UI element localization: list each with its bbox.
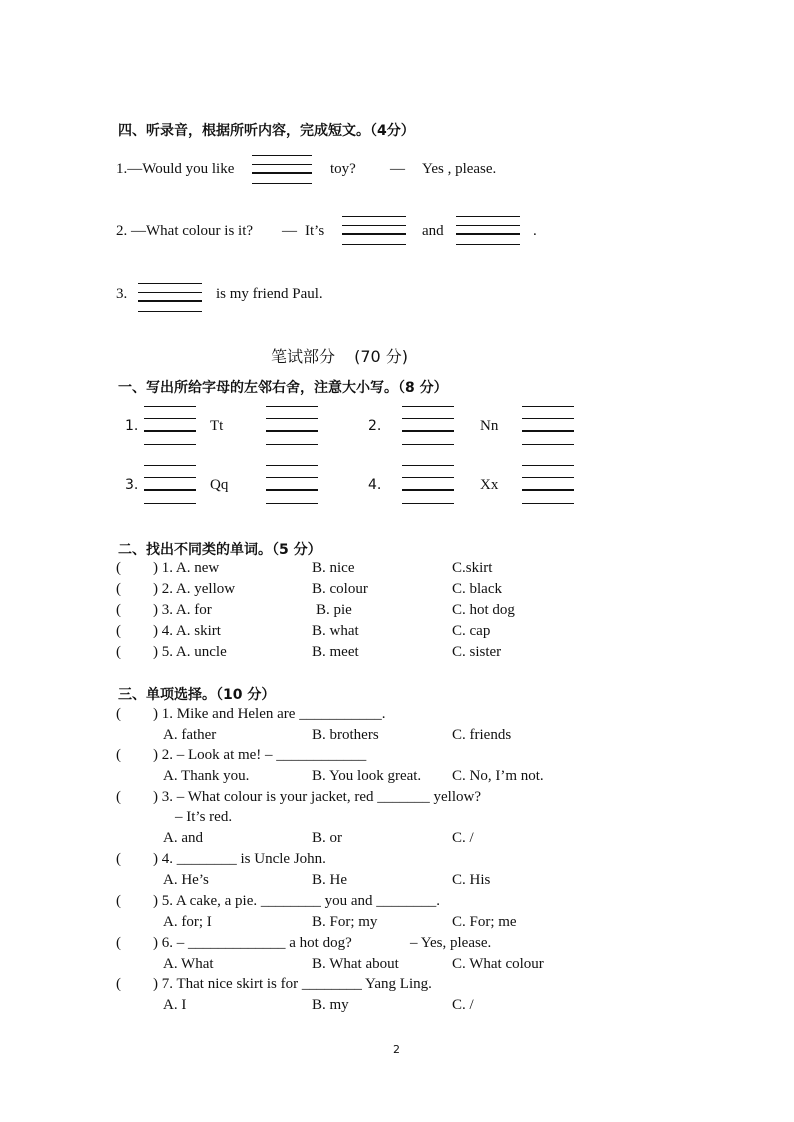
listening-q3-num: 3. [116,286,128,302]
section3-q6-c: C. What colour [452,956,544,972]
listening-q3-blank[interactable] [138,283,202,315]
letter-item-4-letter: Xx [480,477,499,493]
answer-bracket[interactable]: ( [116,976,121,992]
section3-heading: 三、单项选择。（10 分） [118,687,276,703]
listening-q1-after: toy? [330,161,356,177]
section3-q3-a: A. and [163,830,203,846]
section3-q6-reply: – Yes, please. [410,935,492,951]
section2-row-5-a: ) 5. A. uncle [153,644,227,660]
section2-heading: 二、找出不同类的单词。（5 分） [118,542,322,558]
section3-q1-stem: ) 1. Mike and Helen are ___________. [153,706,386,722]
section2-row-2-a: ) 2. A. yellow [153,581,236,597]
letter-item-2-num: 2. [368,418,382,434]
section3-q1-b: B. brothers [312,727,379,743]
section3-q1-a: A. father [163,727,217,743]
page-number: 2 [393,1043,400,1056]
section3-q7-a: A. I [163,997,187,1013]
listening-q1-text: 1.—Would you like [116,161,235,177]
section2-row-1-c: C.skirt [452,560,493,576]
section2-row-3-a: ) 3. A. for [153,602,212,618]
section3-q6-b: B. What about [312,956,399,972]
answer-bracket[interactable]: ( [116,602,121,618]
written-score: (70 分) [354,347,409,366]
answer-bracket[interactable]: ( [116,644,121,660]
answer-bracket[interactable]: ( [116,581,121,597]
section3-q7-c: C. / [452,997,474,1013]
section3-q5-stem: ) 5. A cake, a pie. ________ you and ________. [153,893,441,909]
letter-item-4-num: 4. [368,477,382,493]
letter-item-3-num: 3. [125,477,139,493]
listening-q2-end: . [533,223,537,239]
answer-bracket[interactable]: ( [116,623,121,639]
listening-q1-blank[interactable] [252,155,312,187]
letter-item-2-right-blank[interactable] [522,406,574,446]
section3-q7-b: B. my [312,997,349,1013]
letter-item-1-right-blank[interactable] [266,406,318,446]
answer-bracket[interactable]: ( [116,789,121,805]
section2-row-4-a: ) 4. A. skirt [153,623,221,639]
section2-row-4-b: B. what [312,623,359,639]
written-title: 笔试部分 [271,347,336,366]
section2-row-1-a: ) 1. A. new [153,560,220,576]
answer-bracket[interactable]: ( [116,706,121,722]
listening-q3-after: is my friend Paul. [216,286,323,302]
letter-item-4-right-blank[interactable] [522,465,574,505]
section3-q5-c: C. For; me [452,914,517,930]
section2-row-5-b: B. meet [312,644,359,660]
section2-row-5-c: C. sister [452,644,502,660]
section1-heading: 一、写出所给字母的左邻右舍，注意大小写。（8 分） [118,380,448,396]
section3-q4-a: A. He’s [163,872,209,888]
listening-q2-blank-1[interactable] [342,216,406,248]
listening-heading: 四、听录音，根据所听内容，完成短文。（4分） [118,123,415,139]
answer-bracket[interactable]: ( [116,935,121,951]
section2-row-4-c: C. cap [452,623,491,639]
section2-row-3-c: C. hot dog [452,602,515,618]
section3-q6-stem: ) 6. – _____________ a hot dog? [153,935,352,951]
section2-row-2-c: C. black [452,581,502,597]
letter-item-1-letter: Tt [210,418,224,434]
section3-q3-c: C. / [452,830,474,846]
section3-q4-b: B. He [312,872,347,888]
section3-q7-stem: ) 7. That nice skirt is for ________ Yang Ling. [153,976,432,992]
listening-q1-reply: Yes , please. [422,161,497,177]
written-part-title [271,344,408,367]
listening-q2-text: 2. —What colour is it? [116,223,254,239]
answer-bracket[interactable]: ( [116,560,121,576]
letter-item-1-left-blank[interactable] [144,406,196,446]
answer-bracket[interactable]: ( [116,893,121,909]
listening-q2-its: It’s [305,223,325,239]
section3-q3-b: B. or [312,830,342,846]
section3-q5-a: A. for; I [163,914,212,930]
section2-row-1-b: B. nice [312,560,355,576]
section3-q4-c: C. His [452,872,491,888]
section2-row-3-b: B. pie [316,602,352,618]
letter-item-2-left-blank[interactable] [402,406,454,446]
section3-q2-b: B. You look great. [312,768,422,784]
section3-q2-c: C. No, I’m not. [452,768,544,784]
listening-q2-blank-2[interactable] [456,216,520,248]
listening-q1-dash: — [390,161,405,177]
answer-bracket[interactable]: ( [116,851,121,867]
section3-q2-a: A. Thank you. [163,768,250,784]
section3-q3-stem: ) 3. – What colour is your jacket, red _______ yellow? [153,789,481,805]
section3-q3-stem2: – It’s red. [175,809,233,825]
letter-item-4-left-blank[interactable] [402,465,454,505]
section3-q2-stem: ) 2. – Look at me! – ____________ [153,747,367,763]
letter-item-3-left-blank[interactable] [144,465,196,505]
section3-q5-b: B. For; my [312,914,378,930]
letter-item-2-letter: Nn [480,418,499,434]
section3-q6-a: A. What [163,956,214,972]
section3-q4-stem: ) 4. ________ is Uncle John. [153,851,326,867]
listening-q2-dash: — [282,223,297,239]
letter-item-3-right-blank[interactable] [266,465,318,505]
section2-row-2-b: B. colour [312,581,368,597]
listening-q2-and: and [422,223,444,239]
letter-item-3-letter: Qq [210,477,229,493]
section3-q1-c: C. friends [452,727,512,743]
answer-bracket[interactable]: ( [116,747,121,763]
letter-item-1-num: 1. [125,418,139,434]
